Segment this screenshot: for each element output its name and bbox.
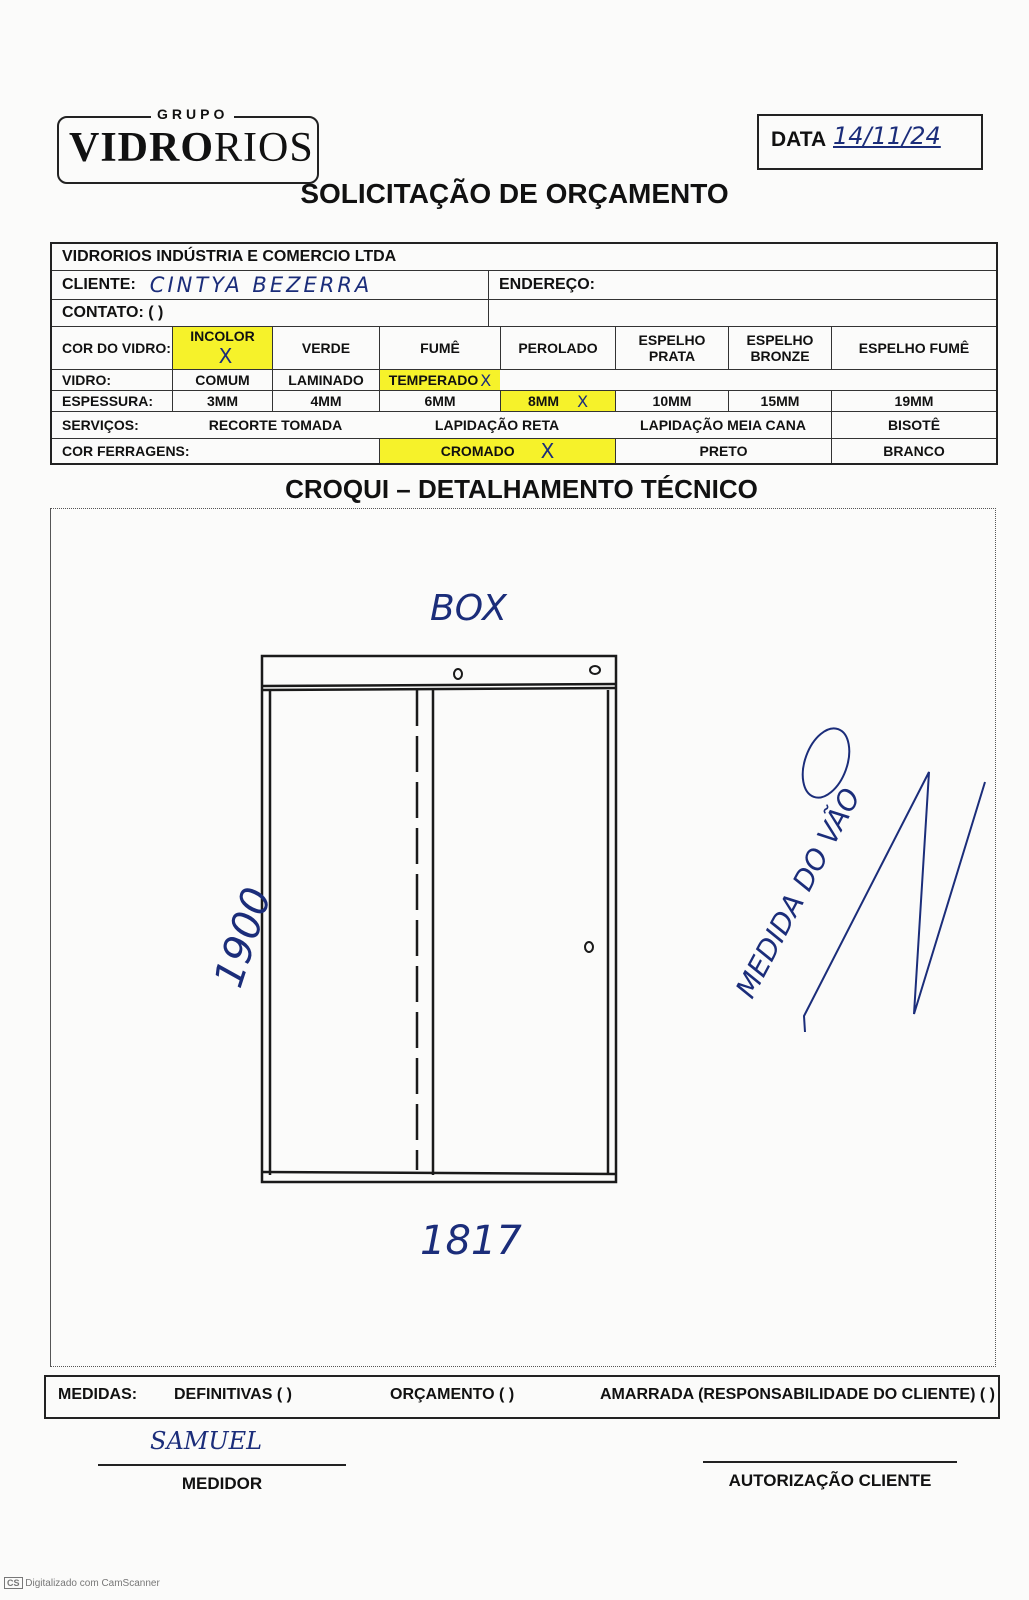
box-outer-frame [262, 656, 616, 1182]
box-bottom-rail [262, 1172, 616, 1174]
check-mark: X [480, 370, 492, 390]
servico-option-bisote[interactable]: BISOTÊ [831, 412, 996, 438]
espessura-option-3mm[interactable]: 3MM [172, 391, 272, 411]
vidro-option-laminado[interactable]: LAMINADO [272, 370, 379, 390]
cor-option-espelho-prata[interactable]: ESPELHO PRATA [615, 327, 728, 369]
servicos-label: SERVIÇOS: [62, 417, 139, 433]
handle-icon [585, 942, 593, 952]
espessura-option-6mm[interactable]: 6MM [379, 391, 500, 411]
espessura-label: ESPESSURA: [62, 393, 154, 409]
medidor-label: MEDIDOR [181, 1474, 263, 1493]
servico-option-lapidacao-meia-cana[interactable]: LAPIDAÇÃO MEIA CANA [640, 417, 806, 433]
cor-option-espelho-fume[interactable]: ESPELHO FUMÊ [831, 327, 996, 369]
logo-grupo-text: GRUPO [151, 106, 234, 122]
ferragem-option-preto[interactable]: PRETO [615, 439, 831, 463]
cor-vidro-label: COR DO VIDRO: [62, 340, 171, 356]
medidas-row [44, 1375, 1000, 1419]
croqui-title: CROQUI – DETALHAMENTO TÉCNICO [285, 474, 758, 504]
medidas-label: MEDIDAS: [58, 1386, 138, 1403]
check-mark: X [540, 439, 555, 463]
roller-icon [454, 669, 462, 679]
box-top-rail-inner [262, 688, 616, 690]
servico-option-recorte-tomada[interactable]: RECORTE TOMADA [208, 417, 343, 433]
roller-icon [590, 666, 600, 674]
page-title: SOLICITAÇÃO DE ORÇAMENTO [300, 178, 729, 209]
cor-option-verde[interactable]: VERDE [272, 327, 379, 369]
ferragem-option-branco[interactable]: BRANCO [831, 439, 996, 463]
medidas-definitivas[interactable]: DEFINITIVAS ( ) [174, 1386, 292, 1403]
cor-option-incolor-label: INCOLOR [190, 328, 255, 344]
company-name: VIDRORIOS INDÚSTRIA E COMERCIO LTDA [62, 248, 397, 265]
ferragem-option-cromado-label: CROMADO [440, 443, 515, 459]
date-label: DATA [771, 128, 827, 151]
servico-option-lapidacao-reta[interactable]: LAPIDAÇÃO RETA [434, 417, 560, 433]
sketch-width-dimension: 1817 [420, 1218, 522, 1264]
camscanner-badge-icon: CS [4, 1577, 23, 1589]
cliente-value: CINTYA BEZERRA [149, 273, 373, 297]
sketch-label-box: BOX [430, 588, 507, 629]
espessura-option-15mm[interactable]: 15MM [728, 391, 831, 411]
box-top-rail [262, 684, 616, 686]
logo-brand-thin: RIOS [214, 125, 314, 171]
vidro-option-temperado-label: TEMPERADO [388, 372, 479, 388]
vidro-option-comum[interactable]: COMUM [172, 370, 272, 390]
scanner-watermark [4, 1578, 160, 1589]
medidor-signature-line [98, 1464, 346, 1466]
medidor-signature: SAMUEL [150, 1427, 263, 1455]
scanner-text: Digitalizado com CamScanner [25, 1578, 160, 1589]
espessura-option-4mm[interactable]: 4MM [272, 391, 379, 411]
cor-ferragens-label: COR FERRAGENS: [62, 443, 190, 459]
autorizacao-cliente-label: AUTORIZAÇÃO CLIENTE [728, 1471, 932, 1490]
sketch-note-medida-vao: MEDIDA DO VÃO [729, 782, 868, 1004]
check-mark: X [577, 391, 589, 411]
endereco-field: ENDEREÇO: [488, 271, 996, 299]
cor-option-fume[interactable]: FUMÊ [379, 327, 500, 369]
check-mark: X [218, 344, 233, 368]
medidas-amarrada[interactable]: AMARRADA (RESPONSABILIDADE DO CLIENTE) ( ) [600, 1386, 995, 1403]
espessura-option-8mm-label: 8MM [527, 393, 560, 409]
cliente-signature-line [703, 1461, 957, 1463]
cor-option-espelho-bronze[interactable]: ESPELHO BRONZE [728, 327, 831, 369]
cliente-label: CLIENTE: [62, 276, 136, 293]
medidas-orcamento[interactable]: ORÇAMENTO ( ) [390, 1386, 515, 1403]
sketch-height-dimension: 1900 [205, 882, 281, 994]
date-value: 14/11/24 [833, 122, 941, 150]
espessura-option-10mm[interactable]: 10MM [615, 391, 728, 411]
vidro-label: VIDRO: [62, 372, 111, 388]
contato-field: CONTATO: ( ) [62, 304, 164, 321]
espessura-option-19mm[interactable]: 19MM [831, 391, 996, 411]
cor-option-perolado[interactable]: PEROLADO [500, 327, 615, 369]
logo-brand-bold: VIDRO [69, 125, 215, 171]
